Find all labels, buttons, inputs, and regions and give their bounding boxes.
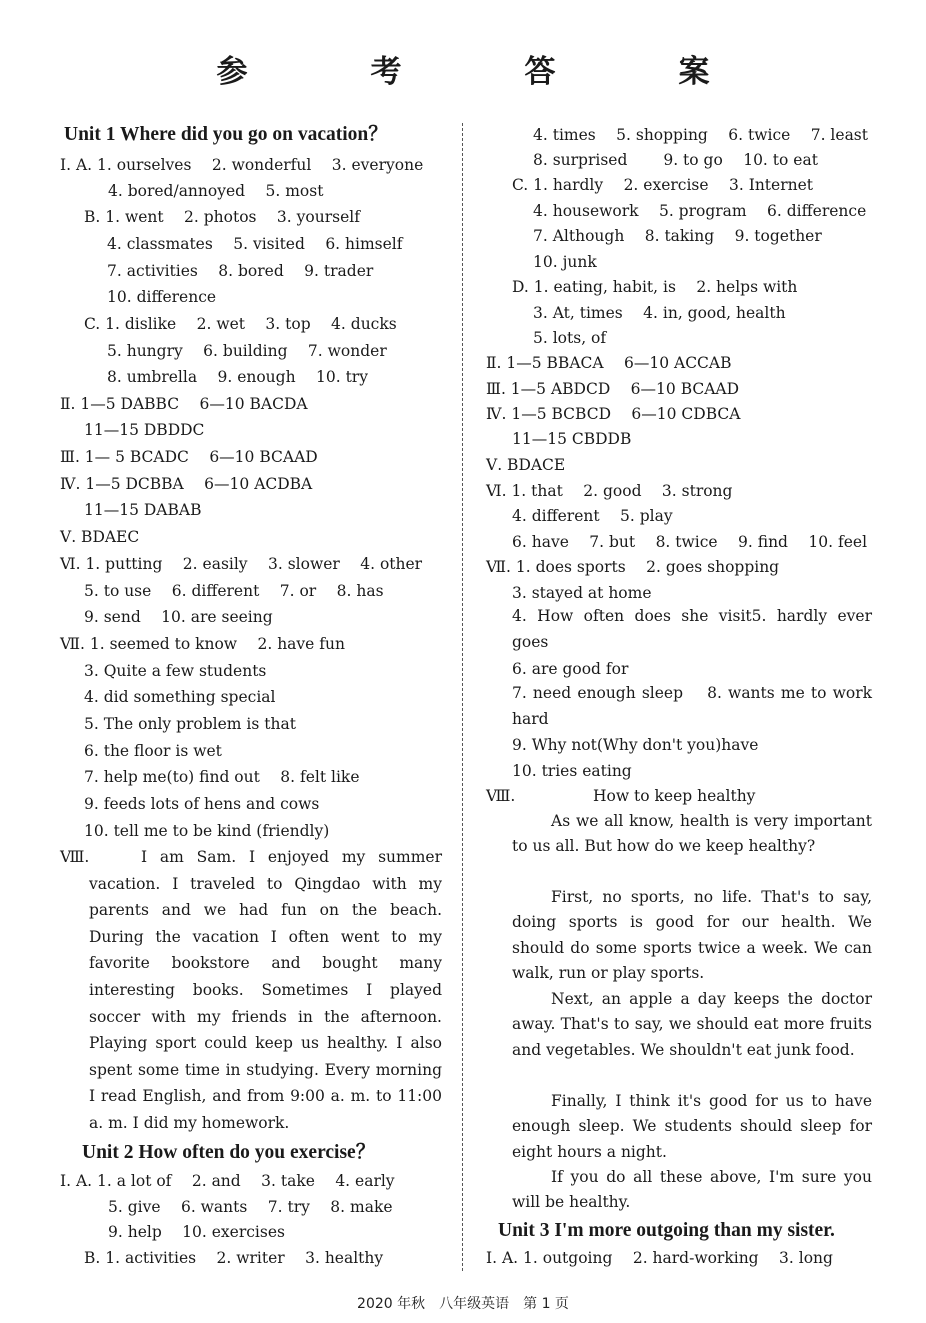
essay-paragraph: If you do all these above, I'm sure you will be healthy.	[512, 1168, 872, 1212]
answer-line: 3. At, times 4. in, good, health	[533, 304, 786, 322]
page-title: 参 考 答 案	[216, 54, 756, 90]
answer-line: D. 1. eating, habit, is 2. helps with	[512, 278, 798, 296]
answer-line: 11—15 CBDDB	[512, 430, 632, 448]
essay-paragraph: First, no sports, no life. That's to say, doing sports is good for our health. We should do some sports twice a week. We can walk, run or play sports.	[512, 888, 872, 983]
answer-line: 9. feeds lots of hens and cows	[84, 795, 320, 813]
answer-line: Ⅴ. BDACE	[486, 456, 566, 474]
answer-line: 10. difference	[107, 288, 217, 306]
answer-line: 10. tell me to be kind (friendly)	[84, 822, 330, 840]
answer-line: 7. help me(to) find out 8. felt like	[84, 768, 360, 786]
answer-line: Ⅱ. 1—5 BBACA 6—10 ACCAB	[486, 354, 732, 372]
answer-line: 9. Why not(Why don't you)have	[512, 736, 759, 754]
answer-line: 4. How often does she visit5. hardly ever goes	[512, 607, 872, 651]
answer-line: 6. the floor is wet	[84, 742, 222, 760]
answer-line: 8. umbrella 9. enough 10. try	[107, 368, 368, 386]
answer-line: Ⅲ. 1— 5 BCADC 6—10 BCAAD	[60, 448, 318, 466]
answer-line: 4. classmates 5. visited 6. himself	[107, 235, 403, 253]
answer-line: Ⅰ. A. 1. a lot of 2. and 3. take 4. early	[60, 1172, 395, 1190]
answer-line: 5. lots, of	[533, 329, 607, 347]
essay-paragraph: Next, an apple a day keeps the doctor away. That's to say, we should eat more fruits and vegetables. We shouldn't eat junk food.	[512, 990, 872, 1059]
page-footer: 2020 年秋 八年级英语 第 1 页	[357, 1296, 569, 1312]
essay-title: How to keep healthy	[593, 787, 756, 805]
answer-line: 5. give 6. wants 7. try 8. make	[108, 1198, 393, 1216]
answer-line: C. 1. dislike 2. wet 3. top 4. ducks	[84, 315, 397, 333]
answer-line: 11—15 DABAB	[84, 501, 202, 519]
answer-line: 5. to use 6. different 7. or 8. has	[84, 582, 384, 600]
answer-line: 3. stayed at home	[512, 584, 652, 602]
answer-line: 5. The only problem is that	[84, 715, 296, 733]
column-divider	[462, 123, 463, 1271]
answer-line: B. 1. went 2. photos 3. yourself	[84, 208, 360, 226]
answer-line: 6. are good for	[512, 660, 629, 678]
answer-line: 4. different 5. play	[512, 507, 673, 525]
answer-line: 9. help 10. exercises	[108, 1223, 285, 1241]
answer-line: 6. have 7. but 8. twice 9. find 10. feel	[512, 533, 868, 551]
answer-line: 7. Although 8. taking 9. together	[533, 227, 822, 245]
unit2-heading: Unit 2 How often do you exercise？	[82, 1142, 376, 1163]
answer-line: 7. activities 8. bored 9. trader	[107, 262, 374, 280]
answer-line: Ⅶ. 1. does sports 2. goes shopping	[486, 558, 780, 576]
essay-paragraph: Finally, I think it's good for us to have enough sleep. We students should sleep for eight hours a night.	[512, 1092, 872, 1161]
answer-line: Ⅵ. 1. that 2. good 3. strong	[486, 482, 733, 500]
unit1-heading: Unit 1 Where did you go on vacation？	[64, 124, 388, 145]
answer-line: B. 1. activities 2. writer 3. healthy	[84, 1249, 384, 1267]
answer-line: 7. need enough sleep 8. wants me to work hard	[512, 684, 872, 728]
answer-line: 5. hungry 6. building 7. wonder	[107, 342, 387, 360]
answer-line: 4. times 5. shopping 6. twice 7. least	[533, 126, 868, 144]
answer-line: 3. Quite a few students	[84, 662, 267, 680]
answer-line: Ⅱ. 1—5 DABBC 6—10 BACDA	[60, 395, 308, 413]
answer-line: 9. send 10. are seeing	[84, 608, 273, 626]
answer-line: Ⅰ. A. 1. outgoing 2. hard-working 3. long	[486, 1249, 833, 1267]
essay-paragraph: As we all know, health is very important to us all. But how do we keep healthy?	[512, 812, 872, 856]
unit3-heading: Unit 3 I'm more outgoing than my sister.	[498, 1220, 835, 1241]
essay-label: Ⅷ.	[486, 787, 516, 805]
answer-line: 4. housework 5. program 6. difference	[533, 202, 867, 220]
answer-line: C. 1. hardly 2. exercise 3. Internet	[512, 176, 813, 194]
essay-label: Ⅷ.	[60, 848, 90, 866]
answer-line: Ⅵ. 1. putting 2. easily 3. slower 4. other	[60, 555, 423, 573]
answer-line: 10. tries eating	[512, 762, 632, 780]
answer-line: Ⅳ. 1—5 DCBBA 6—10 ACDBA	[60, 475, 313, 493]
answer-line: 11—15 DBDDC	[84, 421, 205, 439]
answer-line: Ⅴ. BDAEC	[60, 528, 140, 546]
answer-line: 4. did something special	[84, 688, 276, 706]
answer-line: 10. junk	[533, 253, 597, 271]
answer-line: 8. surprised 9. to go 10. to eat	[533, 151, 818, 169]
answer-line: Ⅰ. A. 1. ourselves 2. wonderful 3. everyone	[60, 156, 424, 174]
answer-line: Ⅲ. 1—5 ABDCD 6—10 BCAAD	[486, 380, 740, 398]
answer-line: Ⅳ. 1—5 BCBCD 6—10 CDBCA	[486, 405, 741, 423]
answer-line: 4. bored/annoyed 5. most	[108, 182, 324, 200]
essay-paragraph: I am Sam. I enjoyed my summer vacation. I traveled to Qingdao with my parents and we had fun on the beach. During the vacation I often went to my favorite bookstore and bought many interesting books. Sometimes I played soccer with my friends in the afternoon. Playing sport could keep us healthy. I also spent some time in studying. Every morning I read English, and from 9:00 a. m. to 11:00 a. m. I did my homework.	[89, 848, 442, 1132]
answer-line: Ⅶ. 1. seemed to know 2. have fun	[60, 635, 345, 653]
